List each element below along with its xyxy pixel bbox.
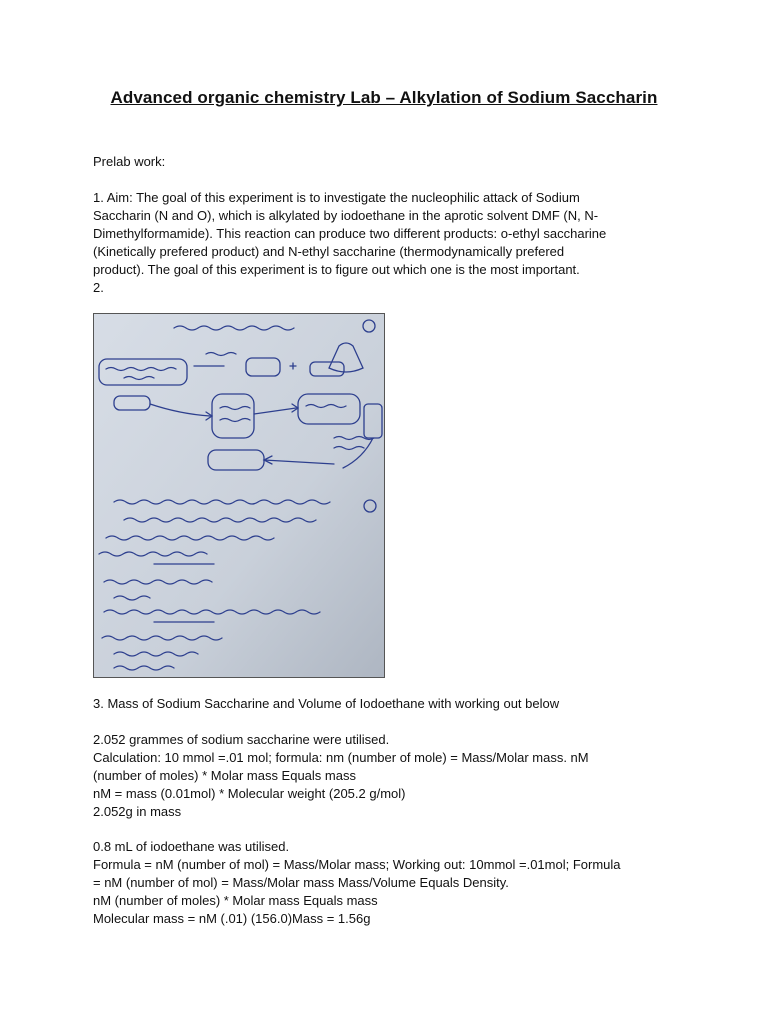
saccharine-paragraph — [93, 731, 683, 821]
handwritten-notes-drawing — [94, 314, 384, 677]
saccharine-line: 2.052 grammes of sodium saccharine were utilised. — [93, 732, 390, 747]
section3-heading: 3. Mass of Sodium Saccharine and Volume of Iodoethane with working out below — [93, 696, 560, 711]
aim-line: product). The goal of this experiment is to figure out which one is the most important. — [93, 262, 580, 277]
iodoethane-line: = nM (number of mol) = Mass/Molar mass Mass/Volume Equals Density. — [93, 875, 509, 890]
prelab-heading: Prelab work: — [93, 154, 166, 169]
saccharine-line: Calculation: 10 mmol =.01 mol; formula: nm (number of mole) = Mass/Molar mass. nM — [93, 750, 589, 765]
iodoethane-line: Molecular mass = nM (.01) (156.0)Mass = 1.56g — [93, 911, 371, 926]
saccharine-line: (number of moles) * Molar mass Equals mass — [93, 768, 356, 783]
aim-line: Saccharin (N and O), which is alkylated by iodoethane in the aprotic solvent DMF (N, N- — [93, 208, 599, 223]
iodoethane-line: nM (number of moles) * Molar mass Equals mass — [93, 893, 378, 908]
aim-line: 2. — [93, 280, 104, 295]
aim-paragraph — [93, 189, 683, 297]
document-title: Advanced organic chemistry Lab – Alkylation of Sodium Saccharin — [110, 88, 658, 107]
iodoethane-line: Formula = nM (number of mol) = Mass/Molar mass; Working out: 10mmol =.01mol; Formula — [93, 857, 621, 872]
iodoethane-line: 0.8 mL of iodoethane was utilised. — [93, 839, 290, 854]
saccharine-line: nM = mass (0.01mol) * Molecular weight (205.2 g/mol) — [93, 786, 406, 801]
handwritten-notes-photo — [93, 313, 385, 678]
aim-line: (Kinetically prefered product) and N-ethyl saccharine (thermodynamically prefered — [93, 244, 565, 259]
iodoethane-paragraph — [93, 838, 683, 928]
aim-line: 1. Aim: The goal of this experiment is to investigate the nucleophilic attack of Sodium — [93, 190, 580, 205]
aim-line: Dimethylformamide). This reaction can produce two different products: o-ethyl saccharine — [93, 226, 607, 241]
saccharine-line: 2.052g in mass — [93, 804, 182, 819]
